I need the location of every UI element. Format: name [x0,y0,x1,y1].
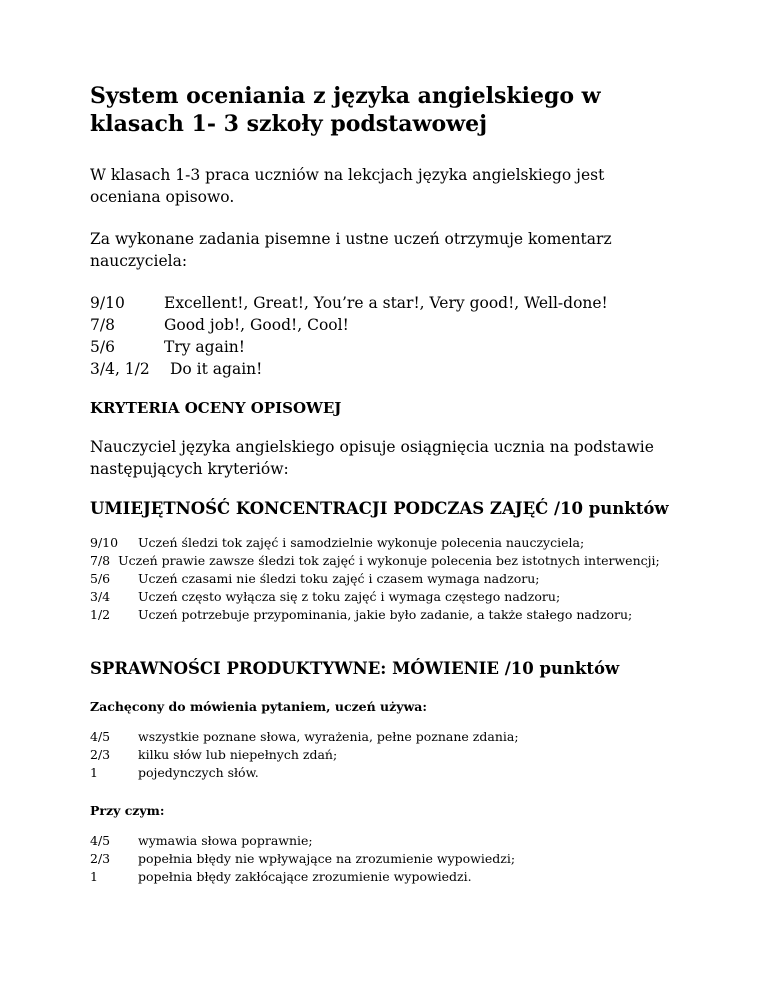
criteria-score: 2/3 [90,747,111,762]
criteria-score: 2/3 [90,851,111,866]
grade-comment: Try again! [164,338,246,356]
criteria-score: 3/4 [90,589,111,604]
criteria-score: 7/8 [90,553,111,568]
grade-key: 5/6 [90,338,115,356]
criteria-text: wszystkie poznane słowa, wyrażenia, pełne poznane zdania; [138,729,519,744]
speaking-criteria-list-1 [90,728,678,782]
criteria-row [90,534,678,552]
criteria-score: 4/5 [90,833,111,848]
grade-comment: Good job!, Good!, Cool! [164,316,349,334]
grade-row [90,314,678,336]
criteria-score: 1 [90,765,98,780]
criteria-row [90,588,678,606]
criteria-row [90,832,678,850]
section-heading-concentration: UMIEJĘTNOŚĆ KONCENTRACJI PODCZAS ZAJĘĆ /10 punktów [90,499,669,518]
criteria-score: 9/10 [90,535,119,550]
concentration-criteria-list [90,534,678,624]
speaking-criteria-list-2 [90,832,678,886]
criteria-text: Uczeń śledzi tok zajęć i samodzielnie wykonuje polecenia nauczyciela; [138,535,585,550]
criteria-row [90,570,678,588]
grade-comment-list [90,292,678,380]
grade-row [90,358,678,380]
criteria-score: 4/5 [90,729,111,744]
grade-key: 3/4, 1/2 [90,360,150,378]
grade-key: 7/8 [90,316,115,334]
criteria-row [90,606,678,624]
speaking-subheading-2: Przy czym: [90,803,165,818]
criteria-text: popełnia błędy zakłócające zrozumienie wypowiedzi. [138,869,472,884]
criteria-text: Uczeń czasami nie śledzi toku zajęć i czasem wymaga nadzoru; [138,571,540,586]
criteria-intro: Nauczyciel języka angielskiego opisuje osiągnięcia ucznia na podstawie następujących kryteriów: [90,438,654,478]
grade-row [90,292,678,314]
criteria-score: 1 [90,869,98,884]
criteria-text: kilku słów lub niepełnych zdań; [138,747,338,762]
criteria-score: 5/6 [90,571,111,586]
grade-comment: Do it again! [170,360,263,378]
criteria-text: wymawia słowa poprawnie; [138,833,313,848]
criteria-row [90,764,678,782]
grade-row [90,336,678,358]
section-heading-speaking: SPRAWNOŚCI PRODUKTYWNE: MÓWIENIE /10 punktów [90,659,620,678]
criteria-text: Uczeń prawie zawsze śledzi tok zajęć i wykonuje polecenia bez istotnych interwencji; [118,553,660,568]
intro-paragraph-1: W klasach 1-3 praca uczniów na lekcjach języka angielskiego jest oceniana opisowo. [90,166,605,206]
criteria-text: pojedynczych słów. [138,765,259,780]
criteria-row [90,868,678,886]
criteria-heading: KRYTERIA OCENY OPISOWEJ [90,399,342,417]
grade-comment: Excellent!, Great!, You’re a star!, Very good!, Well-done! [164,294,608,312]
speaking-subheading-1: Zachęcony do mówienia pytaniem, uczeń używa: [90,699,427,714]
criteria-row [90,746,678,764]
criteria-row [90,552,678,570]
criteria-text: popełnia błędy nie wpływające na zrozumienie wypowiedzi; [138,851,516,866]
criteria-score: 1/2 [90,607,111,622]
page-title: System oceniania z języka angielskiego w klasach 1- 3 szkoły podstawowej [90,83,601,137]
intro-paragraph-2: Za wykonane zadania pisemne i ustne uczeń otrzymuje komentarz nauczyciela: [90,230,612,270]
criteria-text: Uczeń potrzebuje przypominania, jakie było zadanie, a także stałego nadzoru; [138,607,633,622]
grade-key: 9/10 [90,294,125,312]
criteria-row [90,850,678,868]
criteria-text: Uczeń często wyłącza się z toku zajęć i wymaga częstego nadzoru; [138,589,561,604]
criteria-row [90,728,678,746]
